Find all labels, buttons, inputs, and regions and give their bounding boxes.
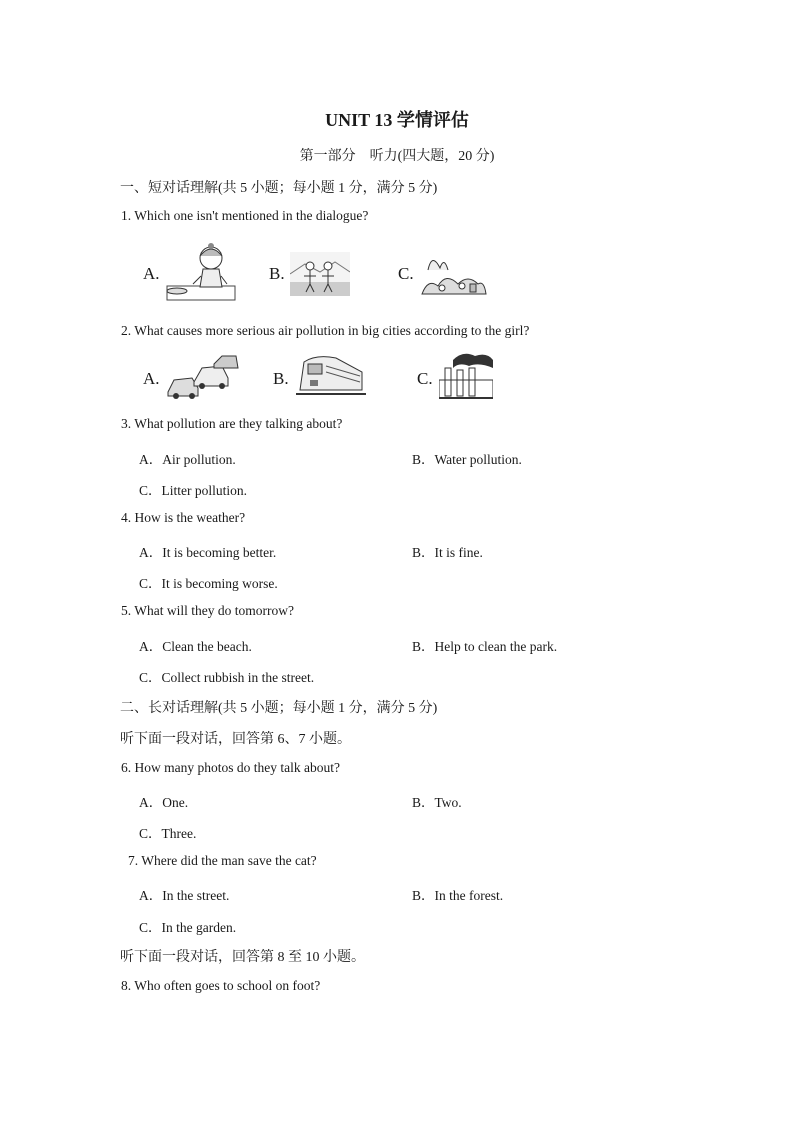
q4-option-b[interactable]: B．It is fine. — [412, 545, 483, 560]
factory-smoke-image — [439, 350, 493, 402]
girl-washing-dishes-image — [165, 242, 237, 304]
question-5: 5. What will they do tomorrow? — [121, 603, 294, 618]
part-subtitle: 第一部分 听力(四大题，20 分) — [299, 149, 495, 164]
q6-option-c[interactable]: C．Three. — [139, 826, 197, 841]
q2-option-b-label[interactable]: B. — [273, 369, 289, 388]
q5-option-b[interactable]: B．Help to clean the park. — [412, 639, 558, 654]
question-8: 8. Who often goes to school on foot? — [121, 978, 321, 993]
q7-option-c[interactable]: C．In the garden. — [139, 920, 237, 935]
q3-option-c[interactable]: C．Litter pollution. — [139, 483, 247, 498]
instruction-q6-7: 听下面一段对话，回答第 6、7 小题。 — [120, 732, 351, 747]
q3-option-a[interactable]: A．Air pollution. — [139, 452, 236, 467]
traffic-cars-image — [164, 352, 240, 400]
question-4: 4. How is the weather? — [121, 510, 246, 525]
question-3: 3. What pollution are they talking about? — [121, 416, 343, 431]
question-7: 7. Where did the man save the cat? — [128, 853, 317, 868]
rubbish-pile-image — [418, 250, 488, 298]
instruction-q8-10: 听下面一段对话，回答第 8 至 10 小题。 — [120, 950, 365, 965]
question-2: 2. What causes more serious air pollution in big cities according to the girl? — [121, 323, 530, 338]
q3-option-b[interactable]: B．Water pollution. — [412, 452, 522, 467]
q6-option-a[interactable]: A．One. — [139, 795, 189, 810]
q1-option-b-label[interactable]: B. — [269, 264, 285, 283]
train-image — [296, 352, 366, 398]
question-6: 6. How many photos do they talk about? — [121, 760, 340, 775]
page-title: UNIT 13 学情评估 — [325, 110, 469, 130]
section-heading-1: 一、短对话理解(共 5 小题；每小题 1 分，满分 5 分) — [120, 181, 438, 196]
section-heading-2: 二、长对话理解(共 5 小题；每小题 1 分，满分 5 分) — [120, 701, 438, 716]
q2-option-c-label[interactable]: C. — [417, 369, 433, 388]
q2-option-a-label[interactable]: A. — [143, 369, 160, 388]
q7-option-a[interactable]: A．In the street. — [139, 888, 230, 903]
question-1: 1. Which one isn't mentioned in the dialogue? — [121, 208, 369, 223]
q1-option-c-label[interactable]: C. — [398, 264, 414, 283]
q5-option-c[interactable]: C．Collect rubbish in the street. — [139, 670, 315, 685]
kids-planting-trees-image — [290, 252, 350, 296]
q5-option-a[interactable]: A．Clean the beach. — [139, 639, 252, 654]
q6-option-b[interactable]: B．Two. — [412, 795, 462, 810]
q7-option-b[interactable]: B．In the forest. — [412, 888, 504, 903]
q4-option-a[interactable]: A．It is becoming better. — [139, 545, 277, 560]
q4-option-c[interactable]: C．It is becoming worse. — [139, 576, 278, 591]
q1-option-a-label[interactable]: A. — [143, 264, 160, 283]
